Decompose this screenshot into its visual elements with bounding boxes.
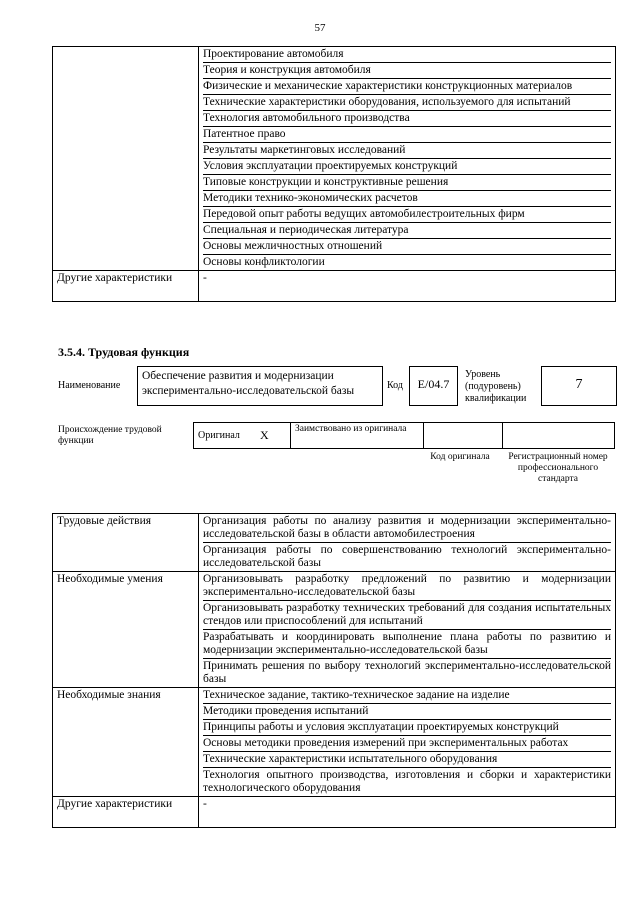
list-item: Организация работы по совершенствованию технологий экспериментально-исследовательской базы [203, 544, 611, 569]
function-details-table [52, 513, 616, 828]
borrowed-label: Заимствовано из оригинала [291, 423, 424, 449]
code-caption: Код оригинала [430, 452, 490, 462]
list-item: Условия эксплуатации проектируемых конструкций [203, 159, 611, 175]
list-item: Основы межличностных отношений [203, 239, 611, 255]
code-value: E/04.7 [417, 377, 450, 391]
list-item: Принципы работы и условия эксплуатации проектируемых конструкций [203, 720, 611, 736]
knowledge-label: Необходимые знания [53, 688, 199, 797]
list-item: Организовывать разработку технических требований для создания испытательных стендов или приспособлений для испытаний [203, 601, 611, 630]
list-item: Техническое задание, тактико-техническое задание на изделие [203, 688, 611, 704]
list-item: Разрабатывать и координировать выполнение плана работы по развитию и модернизации экспериментально-исследовательской базы [203, 630, 611, 659]
registration-caption: Регистрационный номер профессионального стандарта [508, 452, 608, 484]
origin-table [193, 422, 615, 449]
list-item: Основы конфликтологии [203, 256, 325, 268]
list-item: Технология опытного производства, изготовления и сборки и характеристики технологического оборудования [203, 769, 611, 794]
list-item: Принимать решения по выбору технологий экспериментально-исследовательской базы [203, 660, 611, 685]
section-title: 3.5.4. Трудовая функция [58, 345, 190, 359]
original-label: Оригинал [194, 423, 257, 449]
list-item: Методики проведения испытаний [203, 704, 611, 720]
list-item: Организация работы по анализу развития и модернизации экспериментально-исследовательской базы в области автомобилестроения [203, 514, 611, 543]
list-item: Технология автомобильного производства [203, 111, 611, 127]
registration-number-cell [503, 423, 615, 449]
knowledge-list [199, 47, 616, 271]
list-item: Специальная и периодическая литература [203, 223, 611, 239]
code-value-box [409, 366, 458, 406]
other-characteristics-label: Другие характеристики [53, 271, 199, 302]
knowledge-list [199, 688, 616, 797]
level-value: 7 [575, 377, 583, 392]
name-label: Наименование [58, 380, 121, 391]
list-item: Результаты маркетинговых исследований [203, 143, 611, 159]
level-label: Уровень (подуровень) квалификации [465, 369, 527, 404]
code-label: Код [387, 380, 403, 391]
list-item: Технические характеристики испытательного оборудования [203, 752, 611, 768]
list-item: Типовые конструкции и конструктивные решения [203, 175, 611, 191]
level-value-box [541, 366, 617, 406]
empty-label-cell [53, 47, 199, 271]
actions-label: Трудовые действия [53, 514, 199, 572]
original-code-cell [424, 423, 503, 449]
skills-label: Необходимые умения [53, 572, 199, 688]
list-item: Основы методики проведения измерений при экспериментальных работах [203, 736, 611, 752]
origin-label: Происхождение трудовой функции [58, 425, 162, 446]
function-name: Обеспечение развития и модернизации экспериментально-исследовательской базы [142, 370, 355, 397]
list-item: Методики технико-экономических расчетов [203, 191, 611, 207]
top-knowledge-table [52, 46, 616, 302]
skills-list [199, 572, 616, 688]
name-value-box [137, 366, 383, 406]
list-item: Патентное право [203, 127, 611, 143]
list-item: Технические характеристики оборудования, используемого для испытаний [203, 95, 611, 111]
page-number: 57 [314, 22, 326, 34]
original-mark: X [256, 423, 291, 449]
list-item: Физические и механические характеристики конструкционных материалов [203, 79, 611, 95]
other-characteristics-value: - [199, 271, 616, 302]
list-item: Проектирование автомобиля [203, 47, 611, 63]
list-item: Организовывать разработку предложений по развитию и модернизации экспериментально-исследовательской базы [203, 572, 611, 601]
other-characteristics-value: - [199, 797, 616, 828]
list-item: Теория и конструкция автомобиля [203, 63, 611, 79]
other-characteristics-label: Другие характеристики [53, 797, 199, 828]
actions-list [199, 514, 616, 572]
list-item: Передовой опыт работы ведущих автомобилестроительных фирм [203, 207, 611, 223]
